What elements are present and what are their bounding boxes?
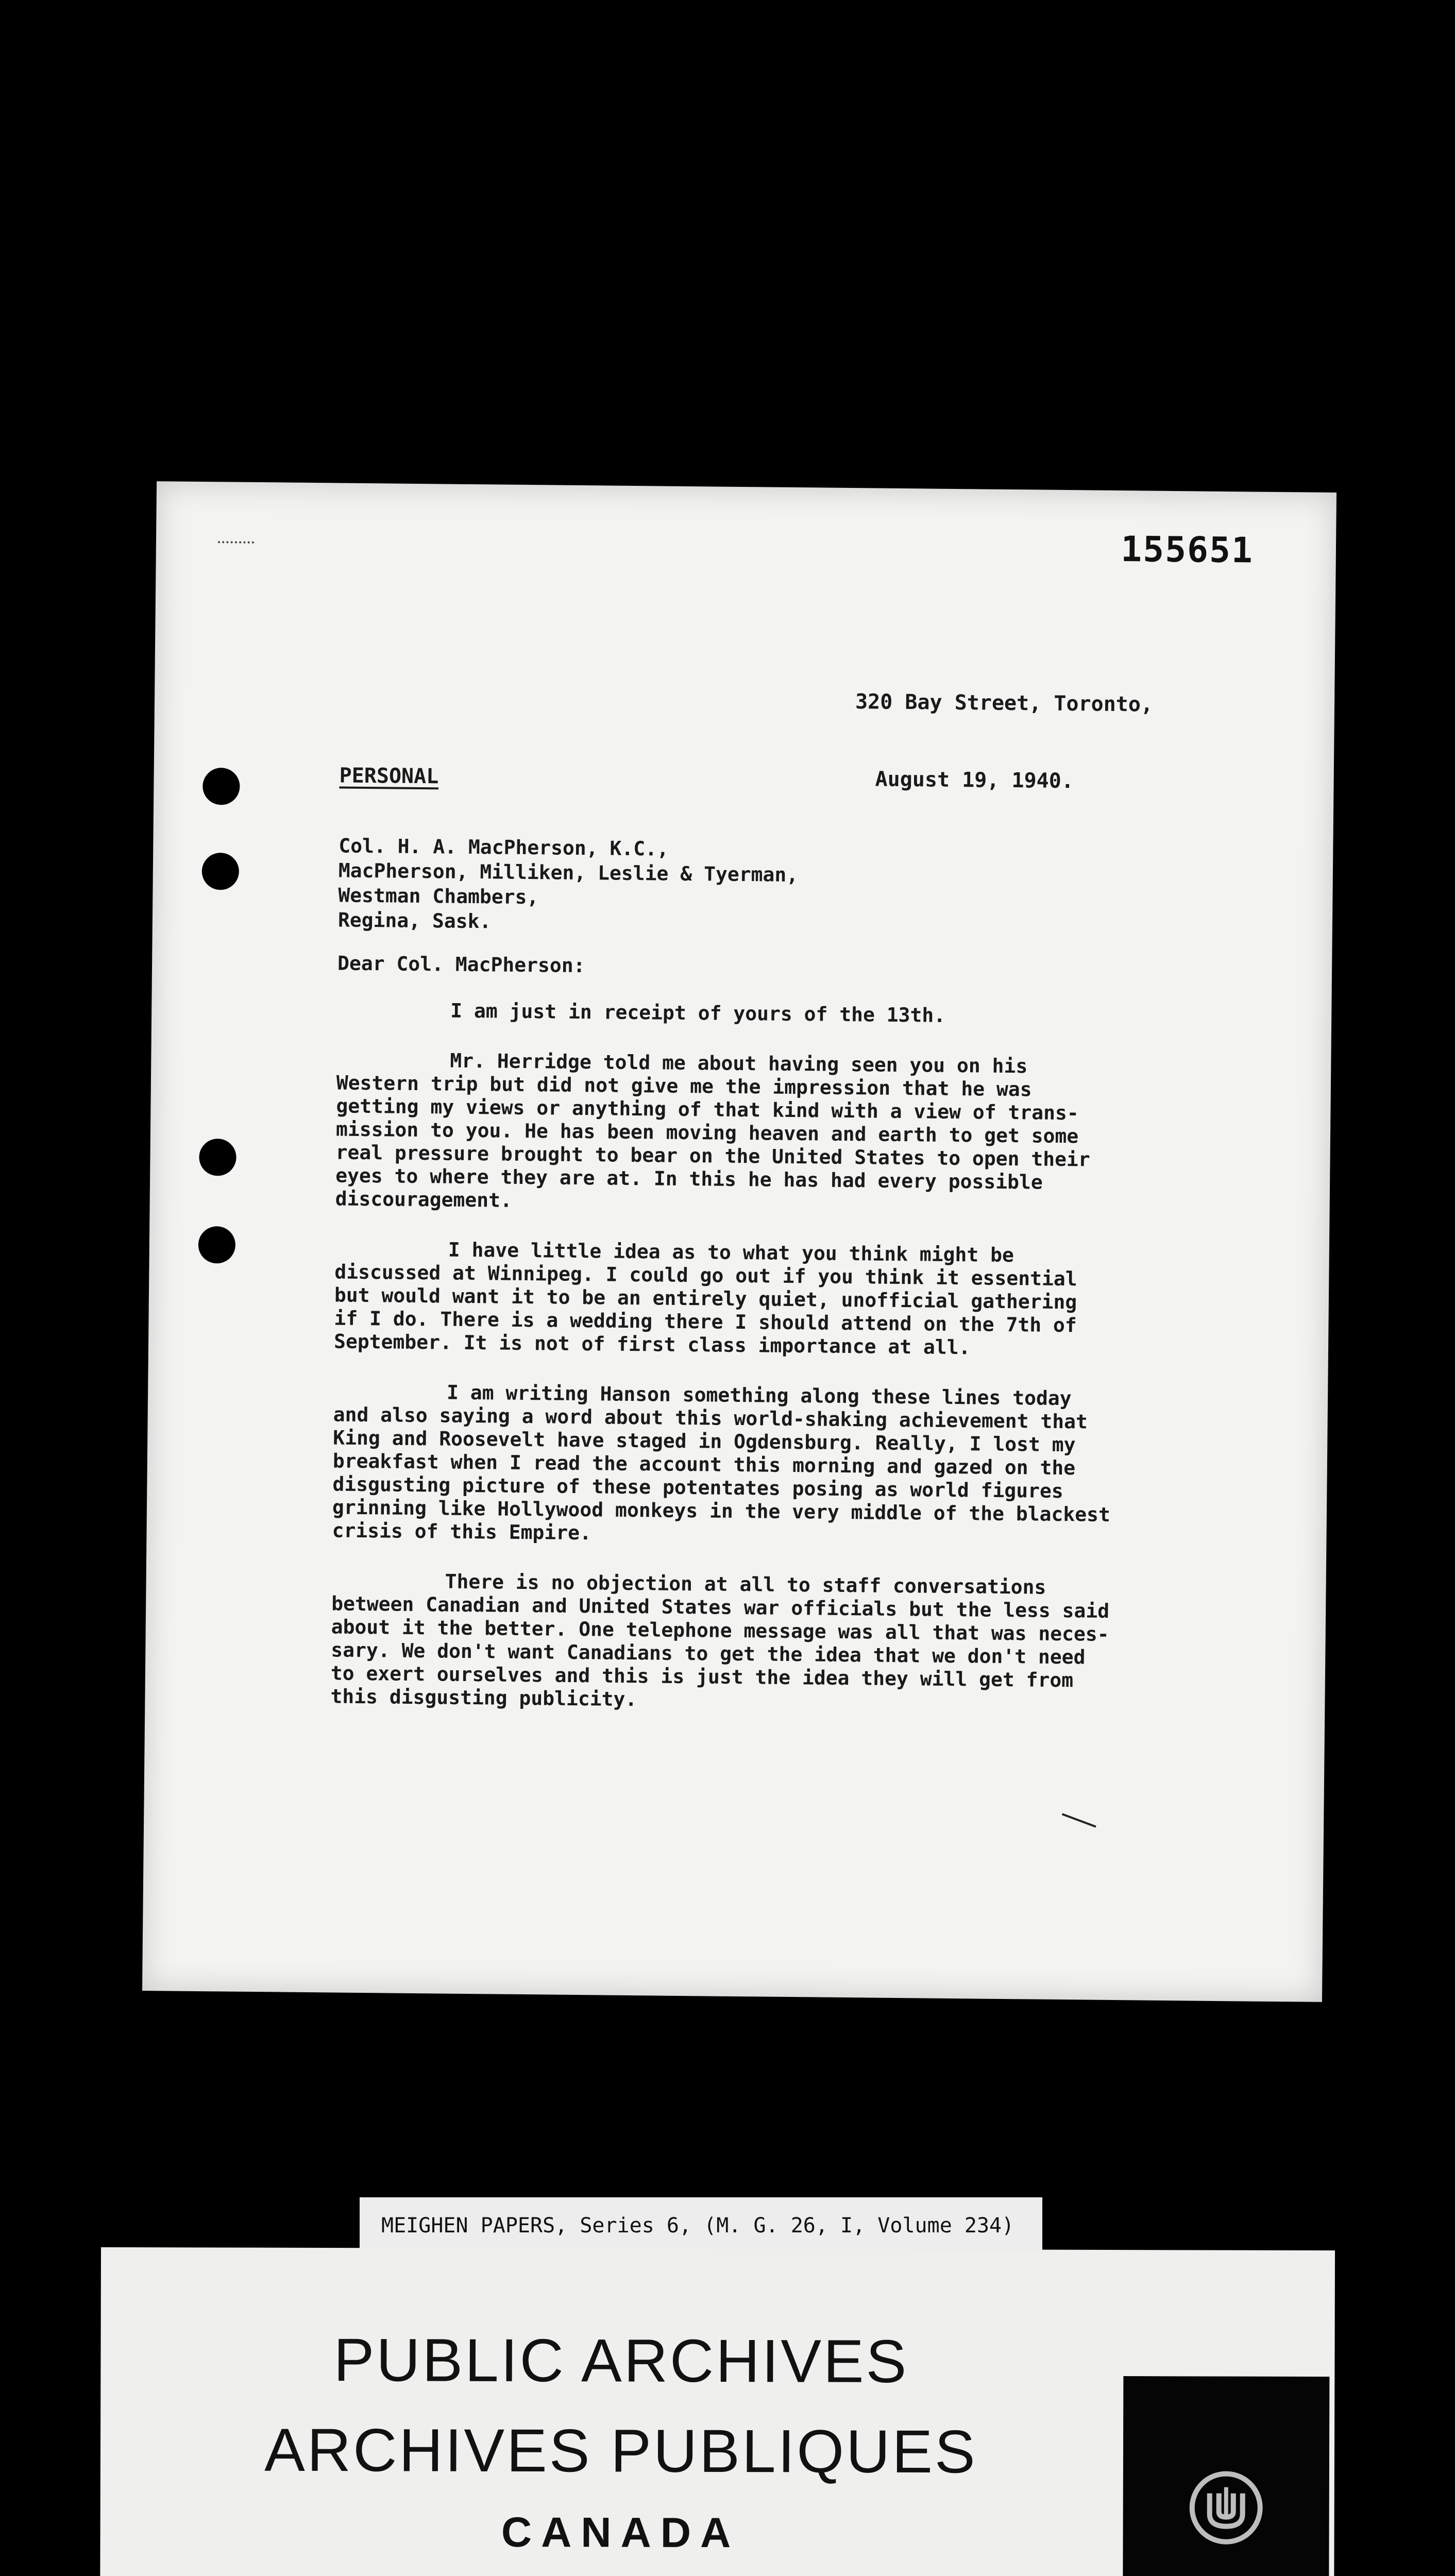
archives-canada-emblem-icon	[1185, 2466, 1267, 2549]
body-line: breakfast when I read the account this morning and gazed on the	[332, 1449, 1076, 1480]
recipient-block	[338, 834, 799, 937]
pen-mark	[1062, 1813, 1096, 1827]
archive-card	[100, 2247, 1335, 2576]
punch-hole	[198, 1226, 236, 1264]
archive-title-english: PUBLIC ARCHIVES	[333, 2326, 909, 2396]
archive-country: CANADA	[501, 2509, 740, 2557]
recipient-line: Regina, Sask.	[337, 908, 492, 933]
body-line: between Canadian and United States war officials but the less said	[331, 1592, 1110, 1622]
recipient-line: Westman Chambers,	[338, 884, 539, 909]
body-line: mission to you. He has been moving heaven and earth to get some	[335, 1117, 1079, 1148]
paragraph	[332, 1380, 1111, 1549]
paragraph	[334, 1237, 1108, 1360]
salutation: Dear Col. MacPherson:	[337, 952, 585, 977]
paragraph	[337, 998, 1110, 1028]
body-line: discouragement.	[335, 1187, 513, 1212]
body-line: but would want it to be an entirely quiet, unofficial gathering	[334, 1283, 1077, 1314]
body-line: getting my views or anything of that kind with a view of trans-	[336, 1094, 1079, 1125]
series-label: MEIGHEN PAPERS, Series 6, (M. G. 26, I, Volume 234)	[360, 2197, 1042, 2254]
body-line: discussed at Winnipeg. I could go out if you think it essential	[334, 1260, 1077, 1291]
letter-sheet	[142, 481, 1336, 2002]
body-line: if I do. There is a wedding there I should attend on the 7th of	[334, 1307, 1077, 1337]
punch-hole	[202, 768, 240, 805]
body-line: about it the better. One telephone message was all that was neces-	[331, 1615, 1109, 1646]
body-line: to exert ourselves and this is just the idea they will get from	[330, 1662, 1074, 1692]
letter-body	[330, 998, 1110, 1742]
body-line: I have little idea as to what you think might be	[448, 1238, 1014, 1267]
ink-speck	[218, 541, 254, 547]
paragraph	[330, 1569, 1110, 1715]
body-line: this disgusting publicity.	[330, 1685, 637, 1711]
recipient-line: MacPherson, Milliken, Leslie & Tyerman,	[338, 859, 799, 887]
document-number: 155651	[1120, 529, 1254, 571]
body-line: crisis of this Empire.	[332, 1519, 592, 1545]
address-street: 320 Bay Street, Toronto,	[855, 690, 1154, 717]
emblem-block	[1123, 2376, 1329, 2576]
letter-date: August 19, 1940.	[875, 767, 1074, 793]
paragraph	[335, 1048, 1110, 1217]
archive-title-french: ARCHIVES PUBLIQUES	[264, 2416, 977, 2486]
sender-address	[854, 637, 1154, 846]
body-line: eyes to where they are at. In this he has had every possible	[335, 1164, 1043, 1194]
body-line: Mr. Herridge told me about having seen you on his	[450, 1049, 1028, 1078]
punch-hole	[199, 1139, 236, 1176]
body-line: September. It is not of first class importance at all.	[333, 1330, 971, 1359]
recipient-line: Col. H. A. MacPherson, K.C.,	[339, 834, 669, 860]
body-line: and also saying a word about this world-shaking achievement that	[333, 1403, 1088, 1433]
body-line: There is no objection at all to staff conversations	[445, 1570, 1046, 1599]
body-line: I am writing Hanson something along these lines today	[446, 1381, 1072, 1410]
body-line: I am just in receipt of yours of the 13th.	[450, 999, 946, 1027]
body-line: sary. We don't want Canadians to get the idea that we don't need	[331, 1638, 1086, 1669]
punch-hole	[202, 853, 240, 890]
personal-marking: PERSONAL	[339, 764, 439, 789]
body-line: disgusting picture of these potentates posing as world figures	[332, 1472, 1064, 1503]
body-line: Western trip but did not give me the impression that he was	[336, 1071, 1032, 1101]
body-line: King and Roosevelt have staged in Ogdensburg. Really, I lost my	[333, 1426, 1076, 1456]
body-line: real pressure brought to bear on the United States to open their	[335, 1141, 1090, 1171]
body-line: grinning like Hollywood monkeys in the very middle of the blackest	[332, 1496, 1111, 1526]
